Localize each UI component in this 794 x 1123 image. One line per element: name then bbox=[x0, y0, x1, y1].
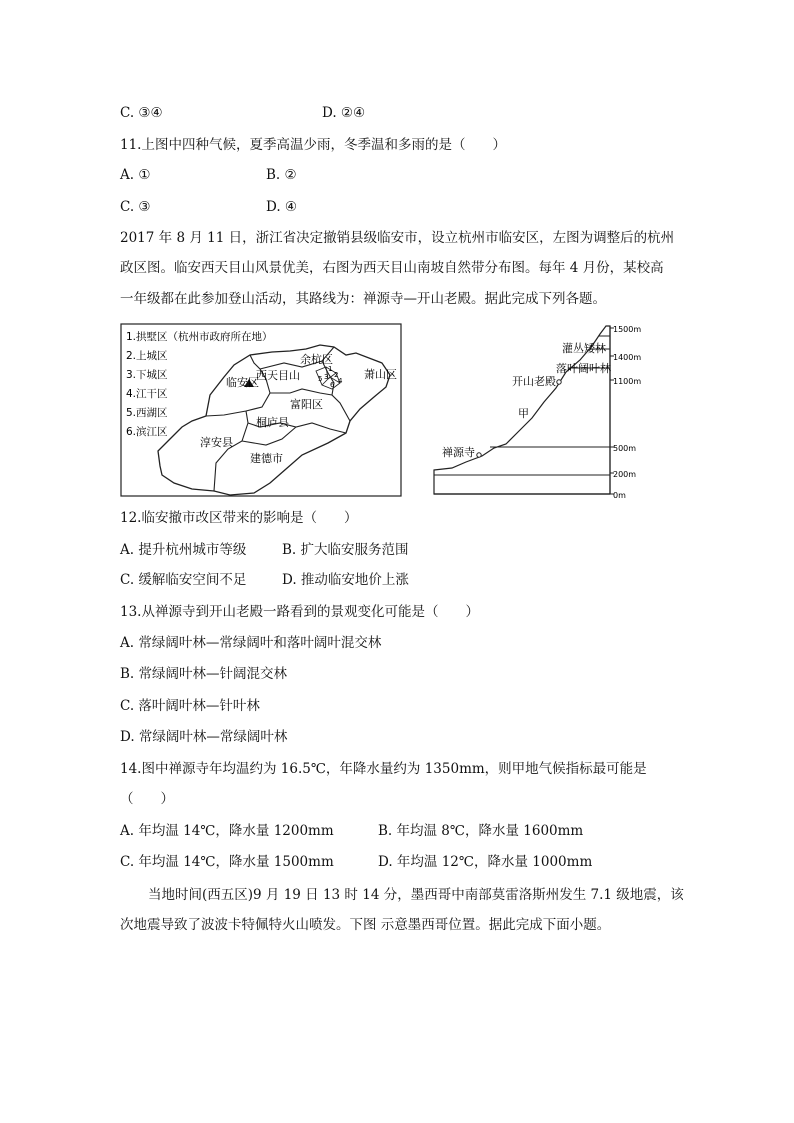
q14-option-a: A. 年均温 14℃，降水量 1200mm bbox=[120, 823, 334, 839]
q12-option-c: C. 缓解临安空间不足 bbox=[120, 572, 247, 588]
q13-option-c: C. 落叶阔叶林—针叶林 bbox=[120, 698, 260, 714]
q13-option-d: D. 常绿阔叶林—常绿阔叶林 bbox=[120, 729, 288, 745]
q13-option-b: B. 常绿阔叶林—针阔混交林 bbox=[120, 666, 288, 682]
elevation-1100: 1100m bbox=[613, 377, 642, 386]
elevation-0: 0m bbox=[613, 491, 626, 498]
legend-item-6: 6.滨江区 bbox=[126, 426, 168, 438]
q11-option-a: A. ① bbox=[120, 167, 151, 183]
kaishan-hall-marker bbox=[557, 380, 561, 384]
label-jia: 甲 bbox=[518, 407, 529, 420]
passage1-line3: 一年级都在此参加登山活动，其路线为：禅源寺—开山老殿。据此完成下列各题。 bbox=[120, 291, 606, 307]
q12-option-a: A. 提升杭州城市等级 bbox=[120, 542, 247, 558]
digit-2: 2 bbox=[334, 371, 339, 379]
label-yuhang: 余杭区 bbox=[300, 353, 333, 366]
legend-item-3: 3.下城区 bbox=[126, 369, 168, 381]
elevation-1400: 1400m bbox=[613, 353, 642, 362]
elevation-200: 200m bbox=[613, 470, 637, 479]
q10-option-d: D. ②④ bbox=[322, 105, 366, 121]
q11-option-b: B. ② bbox=[266, 167, 297, 183]
q14-option-c: C. 年均温 14℃，降水量 1500mm bbox=[120, 854, 334, 870]
digit-4: 4 bbox=[338, 377, 343, 385]
elevation-1500: 1500m bbox=[613, 325, 642, 334]
digit-1: 1 bbox=[328, 365, 333, 373]
chanyuan-temple-marker bbox=[477, 453, 481, 457]
q11-stem: 11.上图中四种气候，夏季高温少雨，冬季温和多雨的是（ ） bbox=[120, 137, 506, 153]
label-xitianmu: 西天目山 bbox=[256, 369, 300, 382]
q13-option-a: A. 常绿阔叶林—常绿阔叶和落叶阔叶混交林 bbox=[120, 635, 382, 651]
label-tonglu: 桐庐县 bbox=[256, 416, 289, 429]
passage2-line2: 次地震导致了波波卡特佩特火山喷发。下图 示意墨西哥位置。据此完成下面小题。 bbox=[120, 917, 611, 933]
q11-option-d: D. ④ bbox=[266, 199, 298, 215]
legend-item-1: 1.拱墅区（杭州市政府所在地） bbox=[126, 331, 273, 343]
hangzhou-map-figure bbox=[120, 323, 402, 497]
passage2-line1: 当地时间(西五区)9 月 19 日 13 时 14 分，墨西哥中南部莫雷洛斯州发生 7.1 级地震，该 bbox=[148, 887, 684, 903]
digit-5: 5 bbox=[318, 375, 323, 383]
legend-item-4: 4.江干区 bbox=[126, 388, 168, 400]
digit-6: 6 bbox=[330, 381, 335, 389]
q12-option-b: B. 扩大临安服务范围 bbox=[282, 542, 409, 558]
legend-item-2: 2.上城区 bbox=[126, 350, 168, 362]
q10-option-c: C. ③④ bbox=[120, 105, 163, 121]
label-linan: 临安区 bbox=[226, 376, 259, 389]
label-fuyang: 富阳区 bbox=[290, 398, 323, 411]
q14-option-d: D. 年均温 12℃，降水量 1000mm bbox=[378, 854, 593, 870]
elevation-500: 500m bbox=[613, 444, 637, 453]
label-chanyuan-temple: 禅源寺 bbox=[442, 446, 475, 459]
q11-option-c: C. ③ bbox=[120, 199, 151, 215]
q14-bracket: （ ） bbox=[120, 791, 174, 807]
q14-stem: 14.图中禅源寺年均温约为 16.5℃，年降水量约为 1350mm，则甲地气候指标最可能是 bbox=[120, 761, 647, 777]
label-deciduous-forest: 落叶阔叶林 bbox=[556, 362, 611, 375]
label-kaishan-hall: 开山老殿 bbox=[512, 375, 556, 388]
xitianmu-profile-figure bbox=[432, 322, 642, 498]
label-shrub-forest: 灌丛矮林 bbox=[562, 342, 606, 355]
digit-3: 3 bbox=[324, 373, 329, 381]
q12-stem: 12.临安撤市改区带来的影响是（ ） bbox=[120, 510, 358, 526]
legend-item-5: 5.西湖区 bbox=[126, 407, 168, 419]
q12-option-d: D. 推动临安地价上涨 bbox=[282, 572, 409, 588]
passage1-line2: 政区图。临安西天目山风景优美，右图为西天目山南坡自然带分布图。每年 4 月份，某校高 bbox=[120, 260, 664, 276]
label-jiande: 建德市 bbox=[250, 452, 283, 465]
q13-stem: 13.从禅源寺到开山老殿一路看到的景观变化可能是（ ） bbox=[120, 604, 479, 620]
passage1-line1: 2017 年 8 月 11 日，浙江省决定撤销县级临安市，设立杭州市临安区，左图为调整后的杭州 bbox=[120, 230, 675, 246]
q14-option-b: B. 年均温 8℃，降水量 1600mm bbox=[378, 823, 584, 839]
label-xiaoshan: 萧山区 bbox=[364, 368, 397, 381]
label-chunan: 淳安县 bbox=[200, 436, 233, 449]
